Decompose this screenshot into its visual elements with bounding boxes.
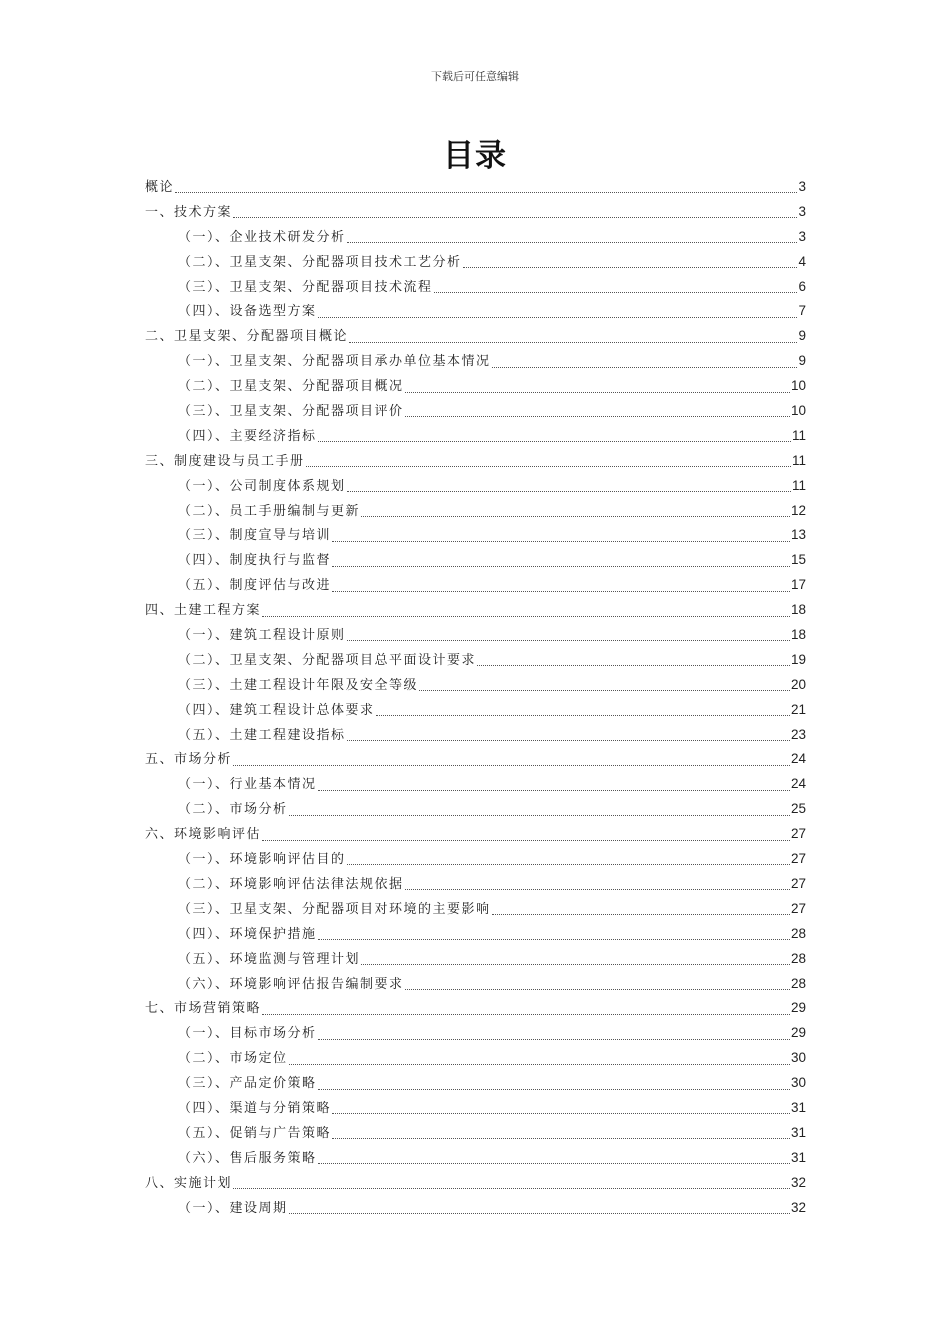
toc-entry-title: （三）、卫星支架、分配器项目对环境的主要影响 — [178, 901, 491, 917]
toc-entry-title: 三、制度建设与员工手册 — [145, 453, 305, 469]
toc-leader-dots — [318, 440, 791, 442]
toc-entry[interactable] — [145, 523, 806, 548]
toc-entry[interactable] — [145, 175, 806, 200]
toc-leader-dots — [233, 216, 797, 218]
toc-entry-title: 八、实施计划 — [145, 1175, 233, 1191]
toc-page-number: 17 — [790, 577, 806, 593]
toc-page-number: 10 — [790, 378, 806, 394]
toc-entry[interactable] — [145, 449, 806, 474]
toc-entry-title: 概论 — [145, 180, 175, 195]
toc-leader-dots — [262, 839, 790, 841]
toc-entry-title: （三）、卫星支架、分配器项目技术流程 — [178, 279, 433, 295]
toc-page-number: 3 — [798, 203, 806, 219]
toc-page-number: 11 — [791, 477, 806, 493]
toc-entry[interactable] — [145, 1196, 806, 1221]
toc-page-number: 29 — [790, 1000, 806, 1016]
toc-page-number: 18 — [790, 602, 806, 618]
toc-entry[interactable] — [145, 947, 806, 972]
toc-page-number: 7 — [798, 303, 806, 319]
toc-entry-title: （一）、卫星支架、分配器项目承办单位基本情况 — [178, 354, 491, 370]
toc-entry-title: 五、市场分析 — [145, 752, 233, 768]
toc-leader-dots — [349, 341, 797, 343]
toc-entry[interactable] — [145, 1046, 806, 1071]
toc-leader-dots — [405, 391, 790, 393]
toc-entry[interactable] — [145, 673, 806, 698]
toc-leader-dots — [318, 1038, 790, 1040]
toc-leader-dots — [347, 739, 790, 741]
toc-entry-title: （一）、建筑工程设计原则 — [178, 628, 346, 644]
toc-entry-title: （二）、市场分析 — [178, 802, 288, 818]
toc-leader-dots — [492, 366, 798, 368]
toc-entry-title: （一）、企业技术研发分析 — [178, 229, 346, 245]
toc-page-number: 6 — [798, 278, 806, 294]
toc-entry-title: （二）、员工手册编制与更新 — [178, 503, 361, 519]
toc-entry[interactable] — [145, 250, 806, 275]
toc-entry-title: 二、卫星支架、分配器项目概论 — [145, 329, 349, 345]
toc-entry[interactable] — [145, 573, 806, 598]
toc-leader-dots — [332, 1137, 790, 1139]
toc-leader-dots — [306, 465, 791, 467]
toc-page-number: 28 — [790, 975, 806, 991]
toc-leader-dots — [419, 689, 790, 691]
toc-entry[interactable] — [145, 822, 806, 847]
toc-page-number: 25 — [790, 801, 806, 817]
toc-entry-title: 六、环境影响评估 — [145, 827, 262, 843]
toc-entry[interactable] — [145, 723, 806, 748]
toc-page-number: 28 — [790, 950, 806, 966]
toc-leader-dots — [233, 764, 790, 766]
toc-entry[interactable] — [145, 648, 806, 673]
toc-entry-title: （四）、环境保护措施 — [178, 926, 317, 942]
toc-entry[interactable] — [145, 698, 806, 723]
toc-page-number: 20 — [790, 676, 806, 692]
toc-leader-dots — [347, 490, 791, 492]
toc-entry-title: （六）、环境影响评估报告编制要求 — [178, 976, 404, 992]
toc-leader-dots — [332, 540, 790, 542]
toc-leader-dots — [434, 291, 798, 293]
header-note: 下载后可任意编辑 — [431, 70, 519, 83]
toc-page-number: 21 — [790, 701, 806, 717]
toc-leader-dots — [477, 664, 790, 666]
toc-entry[interactable] — [145, 598, 806, 623]
toc-page-number: 3 — [798, 179, 806, 194]
toc-entry[interactable] — [145, 972, 806, 997]
toc-entry[interactable] — [145, 847, 806, 872]
toc-leader-dots — [262, 1013, 790, 1015]
toc-page-number: 3 — [798, 228, 806, 244]
toc-leader-dots — [318, 1162, 790, 1164]
toc-entry-title: （一）、目标市场分析 — [178, 1026, 317, 1042]
toc-page-number: 27 — [790, 900, 806, 916]
toc-entry-title: （二）、卫星支架、分配器项目概况 — [178, 379, 404, 395]
toc-entry-title: （一）、环境影响评估目的 — [178, 852, 346, 868]
toc-page-number: 30 — [790, 1050, 806, 1066]
toc-entry-title: 七、市场营销策略 — [145, 1001, 262, 1017]
toc-leader-dots — [233, 1187, 790, 1189]
toc-leader-dots — [318, 316, 798, 318]
toc-entry-title: （三）、产品定价策略 — [178, 1076, 317, 1092]
toc-entry-title: （二）、卫星支架、分配器项目技术工艺分析 — [178, 254, 462, 270]
toc-entry-title: （四）、建筑工程设计总体要求 — [178, 702, 375, 718]
toc-page-number: 23 — [790, 726, 806, 742]
toc-entry[interactable] — [145, 548, 806, 573]
toc-leader-dots — [347, 241, 798, 243]
toc-entry-title: （二）、卫星支架、分配器项目总平面设计要求 — [178, 652, 477, 668]
toc-entry-title: （五）、环境监测与管理计划 — [178, 951, 361, 967]
toc-page-number: 27 — [790, 875, 806, 891]
toc-page-number: 19 — [790, 651, 806, 667]
toc-leader-dots — [332, 1112, 790, 1114]
toc-entry[interactable] — [145, 623, 806, 648]
toc-leader-dots — [262, 615, 790, 617]
toc-page-number: 32 — [790, 1174, 806, 1190]
toc-entry[interactable] — [145, 872, 806, 897]
toc-entry-title: （四）、制度执行与监督 — [178, 553, 332, 569]
toc-leader-dots — [318, 789, 790, 791]
toc-leader-dots — [492, 913, 790, 915]
toc-entry[interactable] — [145, 324, 806, 349]
toc-entry[interactable] — [145, 349, 806, 374]
toc-entry-title: （三）、制度宣导与培训 — [178, 528, 332, 544]
toc-leader-dots — [361, 515, 790, 517]
toc-entry-title: （六）、售后服务策略 — [178, 1150, 317, 1166]
toc-page-number: 4 — [798, 253, 806, 269]
toc-page-number: 9 — [798, 328, 806, 344]
toc-entry[interactable] — [145, 275, 806, 300]
toc-page-number: 27 — [790, 826, 806, 842]
toc-entry-title: （二）、市场定位 — [178, 1051, 288, 1067]
toc-entry-title: 一、技术方案 — [145, 204, 233, 220]
toc-entry-title: （四）、设备选型方案 — [178, 304, 317, 320]
toc-leader-dots — [463, 266, 798, 268]
toc-page-number: 27 — [790, 851, 806, 867]
toc-entry[interactable] — [145, 1146, 806, 1171]
toc-entry[interactable] — [145, 225, 806, 250]
toc-entry[interactable] — [145, 299, 806, 324]
toc-page-number: 31 — [790, 1149, 806, 1165]
page-title: 目录 — [443, 138, 507, 174]
toc-entry[interactable] — [145, 922, 806, 947]
toc-entry[interactable] — [145, 797, 806, 822]
toc-leader-dots — [347, 863, 790, 865]
toc-leader-dots — [405, 888, 790, 890]
toc-leader-dots — [405, 415, 790, 417]
toc-entry-title: （五）、促销与广告策略 — [178, 1125, 332, 1141]
toc-entry[interactable] — [145, 399, 806, 424]
toc-entry-title: （二）、环境影响评估法律法规依据 — [178, 876, 404, 892]
toc-leader-dots — [318, 1088, 790, 1090]
toc-entry[interactable] — [145, 996, 806, 1021]
toc-entry[interactable] — [145, 1021, 806, 1046]
toc-entry-title: （五）、制度评估与改进 — [178, 578, 332, 594]
toc-entry[interactable] — [145, 499, 806, 524]
toc-leader-dots — [361, 963, 790, 965]
toc-leader-dots — [318, 938, 790, 940]
toc-entry[interactable] — [145, 374, 806, 399]
toc-page-number: 13 — [790, 527, 806, 543]
toc-entry[interactable] — [145, 1096, 806, 1121]
toc-entry-title: 四、土建工程方案 — [145, 603, 262, 619]
toc-page-number: 29 — [790, 1025, 806, 1041]
toc-entry-title: （三）、卫星支架、分配器项目评价 — [178, 404, 404, 420]
toc-leader-dots — [289, 1063, 790, 1065]
toc-page-number: 24 — [790, 751, 806, 767]
toc-entry[interactable] — [145, 1121, 806, 1146]
toc-page-number: 12 — [790, 502, 806, 518]
toc-entry[interactable] — [145, 200, 806, 225]
toc-page-number: 28 — [790, 925, 806, 941]
toc-entry[interactable] — [145, 424, 806, 449]
toc-leader-dots — [376, 714, 790, 716]
toc-entry-title: （一）、行业基本情况 — [178, 777, 317, 793]
toc-page-number: 31 — [790, 1124, 806, 1140]
toc-leader-dots — [289, 814, 790, 816]
toc-entry-title: （一）、建设周期 — [178, 1200, 288, 1216]
toc-page-number: 10 — [790, 403, 806, 419]
table-of-contents — [145, 175, 806, 1220]
toc-entry-title: （四）、主要经济指标 — [178, 428, 317, 444]
toc-page-number: 31 — [790, 1099, 806, 1115]
toc-entry[interactable] — [145, 1071, 806, 1096]
toc-leader-dots — [332, 590, 790, 592]
toc-page-number: 18 — [790, 627, 806, 643]
toc-page-number: 15 — [790, 552, 806, 568]
toc-entry-title: （一）、公司制度体系规划 — [178, 478, 346, 494]
toc-leader-dots — [332, 565, 790, 567]
toc-entry-title: （四）、渠道与分销策略 — [178, 1100, 332, 1116]
toc-entry-title: （三）、土建工程设计年限及安全等级 — [178, 677, 419, 693]
toc-entry[interactable] — [145, 897, 806, 922]
toc-page-number: 32 — [790, 1199, 806, 1215]
toc-leader-dots — [175, 191, 797, 193]
toc-entry[interactable] — [145, 747, 806, 772]
toc-leader-dots — [347, 639, 790, 641]
toc-page-number: 24 — [790, 776, 806, 792]
toc-entry[interactable] — [145, 772, 806, 797]
toc-page-number: 30 — [790, 1075, 806, 1091]
toc-leader-dots — [289, 1212, 790, 1214]
toc-page-number: 9 — [798, 353, 806, 369]
toc-page-number: 11 — [791, 427, 806, 443]
toc-entry[interactable] — [145, 1171, 806, 1196]
toc-leader-dots — [405, 988, 790, 990]
toc-entry[interactable] — [145, 474, 806, 499]
toc-page-number: 11 — [791, 452, 806, 468]
toc-entry-title: （五）、土建工程建设指标 — [178, 727, 346, 743]
